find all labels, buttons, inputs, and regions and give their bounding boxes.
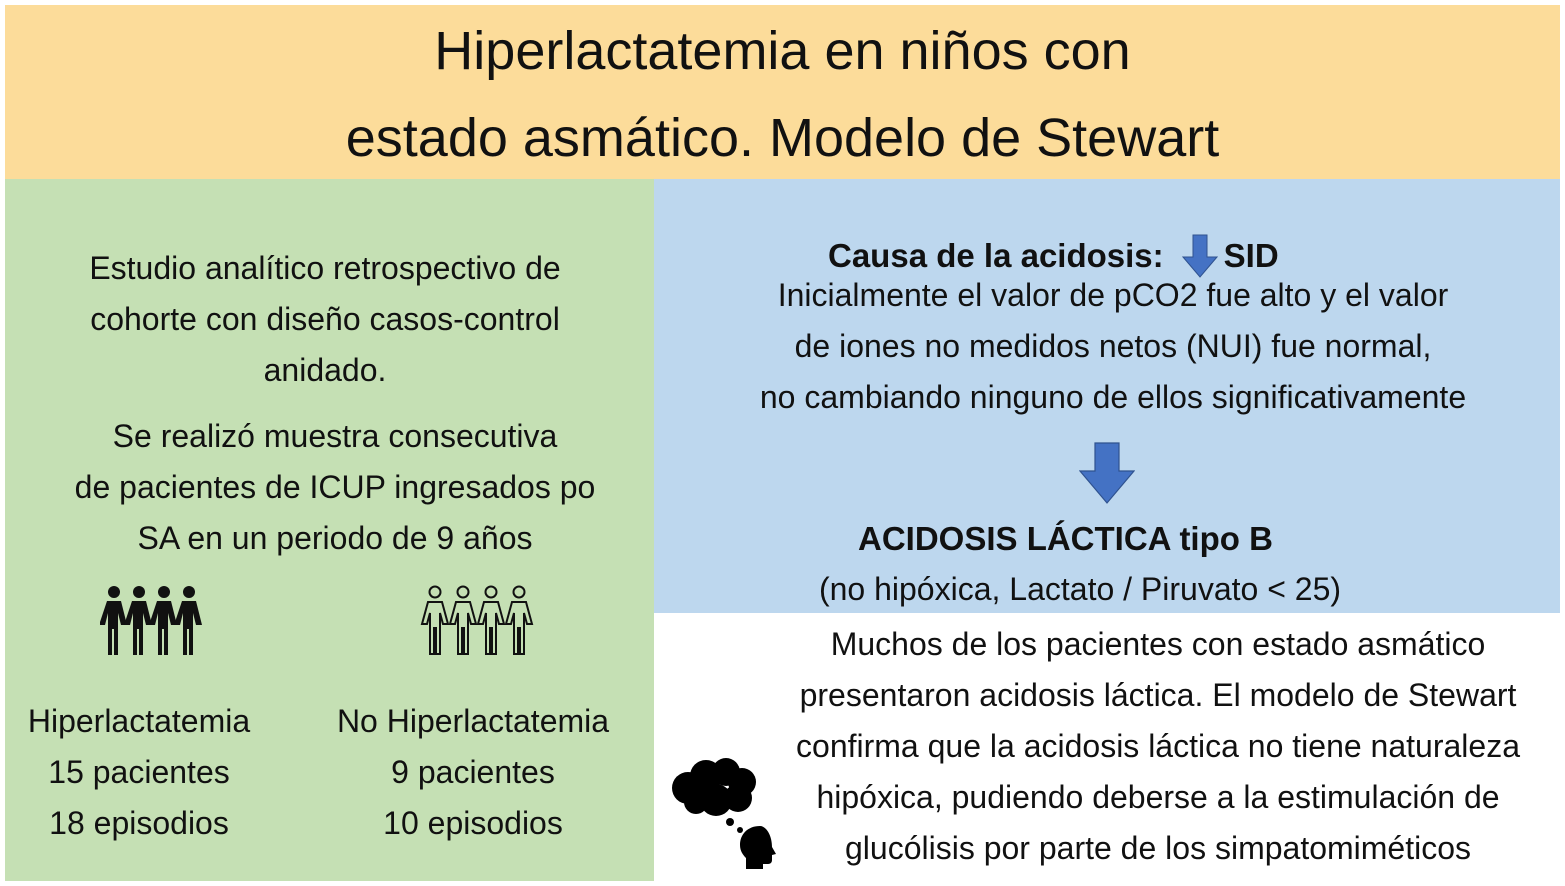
group-patients: 9 pacientes bbox=[391, 754, 555, 790]
text-line: presentaron acidosis láctica. El modelo de Stewart bbox=[799, 677, 1517, 713]
text-line: de iones no medidos netos (NUI) fue normal, bbox=[794, 328, 1432, 364]
text-line: Muchos de los pacientes con estado asmático bbox=[830, 626, 1486, 662]
text-line: hipóxica, pudiendo deberse a la estimulación de bbox=[816, 779, 1500, 815]
group-label: No Hiperlactatemia bbox=[336, 703, 610, 739]
group-label: Hiperlactatemia bbox=[27, 703, 251, 739]
thinking-head-icon bbox=[668, 758, 783, 870]
lactic-acidosis-title: ACIDOSIS LÁCTICA tipo B bbox=[858, 520, 1273, 557]
text-line: Estudio analítico retrospectivo de bbox=[89, 250, 561, 286]
conclusion-text bbox=[755, 619, 1561, 874]
text-line: Se realizó muestra consecutiva bbox=[112, 418, 558, 454]
group-episodes: 10 episodios bbox=[383, 805, 563, 841]
study-design-text bbox=[15, 243, 635, 396]
hyperlactatemia-group bbox=[10, 696, 268, 849]
cause-value: SID bbox=[1223, 237, 1279, 274]
sample-description-text bbox=[25, 411, 645, 564]
people-outline-icon bbox=[420, 584, 536, 658]
group-episodes: 18 episodios bbox=[49, 805, 229, 841]
title-line-2: estado asmático. Modelo de Stewart bbox=[345, 108, 1220, 168]
text-line: de pacientes de ICUP ingresados po bbox=[74, 469, 596, 505]
title-banner bbox=[5, 5, 1560, 181]
text-line: confirma que la acidosis láctica no tiene naturaleza bbox=[796, 728, 1520, 764]
down-arrow-icon bbox=[1079, 442, 1135, 504]
cause-label: Causa de la acidosis: bbox=[828, 237, 1164, 274]
group-patients: 15 pacientes bbox=[48, 754, 230, 790]
text-line: glucólisis por parte de los simpatomiméticos bbox=[844, 830, 1472, 866]
no-hyperlactatemia-group bbox=[318, 696, 628, 849]
people-filled-icon bbox=[100, 584, 208, 658]
lactic-acidosis-subtitle: (no hipóxica, Lactato / Piruvato < 25) bbox=[818, 571, 1342, 607]
text-line: no cambiando ninguno de ellos significativamente bbox=[759, 379, 1467, 415]
text-line: SA en un periodo de 9 años bbox=[137, 520, 533, 556]
title-line-1: Hiperlactatemia en niños con bbox=[434, 21, 1131, 81]
text-line: Inicialmente el valor de pCO2 fue alto y el valor bbox=[777, 277, 1449, 313]
initial-values-text bbox=[700, 270, 1526, 423]
text-line: cohorte con diseño casos-control bbox=[90, 301, 560, 337]
text-line: anidado. bbox=[263, 352, 387, 388]
